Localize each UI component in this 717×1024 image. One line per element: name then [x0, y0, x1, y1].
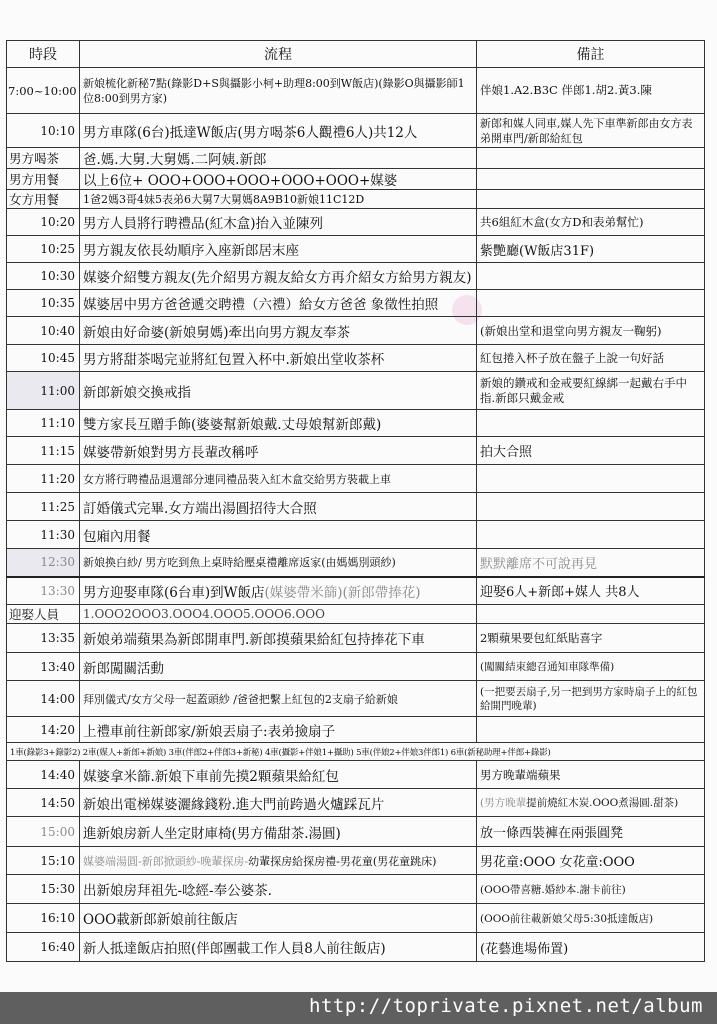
row-note: [477, 290, 705, 317]
row-note: 紫艷廳(W飯店31F): [477, 236, 705, 263]
row-flow: [80, 847, 477, 875]
row-time: 10:10: [7, 114, 80, 148]
row-time: 10:35: [7, 290, 80, 317]
row-note: 男花童:OOO 女花童:OOO: [477, 847, 705, 875]
row-note: (一把要丟扇子,另一把到男方家時扇子上的紅包給開門晚輩): [477, 681, 705, 717]
row-flow: 拜別儀式/女方父母一起蓋頭紗 /爸爸把繫上紅包的2支扇子給新娘: [80, 681, 477, 717]
table-row: [7, 169, 705, 190]
row-flow: 新人抵達飯店拍照(伴郎團載工作人員8人前往飯店): [80, 933, 477, 962]
row-note: (新娘出堂和退堂向男方親友一鞠躬): [477, 317, 705, 345]
row-time: 16:40: [7, 933, 80, 962]
table-row: [7, 410, 705, 437]
row-flow: 包廂內用餐: [80, 521, 477, 549]
row-flow: 男方親友依長幼順序入座新郎居末座: [80, 236, 477, 263]
row-note: [477, 465, 705, 493]
row-note: [477, 148, 705, 169]
row-note: [477, 605, 705, 624]
row-flow: 上禮車前往新郎家/新娘丟扇子:表弟撿扇子: [80, 717, 477, 743]
row-flow: 媒婆介紹雙方親友(先介紹男方親友給女方再介紹女方給男方親友): [80, 263, 477, 290]
row-time: 13:40: [7, 653, 80, 681]
row-flow: 爸.媽.大舅.大舅媽.二阿姨.新郎: [80, 148, 477, 169]
table-row: [7, 933, 705, 962]
row-flow: 媒婆帶新娘對男方長輩改稱呼: [80, 437, 477, 465]
row-time: 13:30: [7, 577, 80, 605]
row-note: 迎娶6人+新郎+媒人 共8人: [477, 577, 705, 605]
wedding-schedule-table: [6, 40, 705, 962]
row-flow-main: 幼輩探房給探房禮-男花童(男花童跳床): [248, 854, 437, 868]
row-flow: OOO載新郎新娘前往飯店: [80, 904, 477, 933]
row-flow: 媒婆拿米篩.新娘下車前先摸2顆蘋果給紅包: [80, 761, 477, 789]
watermark-bar: [0, 992, 717, 1024]
row-note: 拍大合照: [477, 437, 705, 465]
album-url[interactable]: http://toprivate.pixnet.net/album: [309, 995, 703, 1017]
table-row: [7, 317, 705, 345]
row-flow: 男方車隊(6台)抵達W飯店(男方喝茶6人觀禮6人)共12人: [80, 114, 477, 148]
table-row: [7, 263, 705, 290]
row-note: [477, 410, 705, 437]
row-time: 12:30: [7, 549, 80, 577]
row-note: (OOO前往載新娘父母5:30抵達飯店): [477, 904, 705, 933]
row-flow-faded: 媒婆端湯圓-新郎掀頭紗-晚輩探房-: [83, 854, 249, 868]
row-time: 14:40: [7, 761, 80, 789]
row-time: 15:00: [7, 817, 80, 847]
row-flow: 新郎新娘交換戒指: [80, 372, 477, 410]
row-time: 男方喝茶: [7, 148, 80, 169]
row-time: 11:20: [7, 465, 80, 493]
table-row: [7, 624, 705, 653]
row-note: [477, 493, 705, 521]
row-note: (花藝進場佈置): [477, 933, 705, 962]
row-time: 10:30: [7, 263, 80, 290]
row-flow: 新娘換白紗/ 男方吃到魚上桌時給壓桌禮離席返家(由媽媽別頭紗): [80, 549, 477, 577]
row-flow: 新郎闖關活動: [80, 653, 477, 681]
row-note: 2顆蘋果要包紅紙貼喜字: [477, 624, 705, 653]
table-row: [7, 817, 705, 847]
row-flow-faded: (媒婆帶米篩)(新郎帶捧花): [264, 584, 421, 601]
table-row: [7, 717, 705, 743]
row-note: [477, 717, 705, 743]
row-flow: 以上6位+ OOO+OOO+OOO+OOO+OOO+媒婆: [80, 169, 477, 190]
row-note: [477, 190, 705, 209]
row-note: 男方晚輩端蘋果: [477, 761, 705, 789]
row-time: 16:10: [7, 904, 80, 933]
table-row: [7, 290, 705, 317]
row-flow: 1爸2媽3哥4妹5表弟6大舅7大舅媽8A9B10新娘11C12D: [80, 190, 477, 209]
car-assignment-row: 1車(錄影3+錄影2) 2車(媒人+新郎+新娘) 3車(伴郎2+伴郎3+新秘) 4車(攝影+伴娘1+攝助) 5車(伴娘2+伴娘3伴郎1) 6車(新秘助理+伴郎+錄影): [7, 743, 705, 761]
header-time: 時段: [7, 41, 80, 68]
row-note-faded: (男方晚輩: [480, 797, 527, 809]
row-time: 11:25: [7, 493, 80, 521]
row-time: 11:15: [7, 437, 80, 465]
row-flow: 雙方家長互贈手飾(婆婆幫新娘戴.丈母娘幫新郎戴): [80, 410, 477, 437]
row-flow: 新娘由好命婆(新娘舅媽)牽出向男方親友奉茶: [80, 317, 477, 345]
table-row: [7, 372, 705, 410]
row-note: 放一條西裝褲在兩張圓凳: [477, 817, 705, 847]
row-flow: 新娘梳化新秘7點(錄影D+S與攝影小柯+助理8:00到W飯店)(錄影O與攝影師1位8:00到男方家): [80, 68, 477, 114]
table-row: [7, 236, 705, 263]
row-flow: 男方將甜茶喝完並將紅包置入杯中.新娘出堂收茶杯: [80, 345, 477, 372]
row-note: 新郎和媒人同車,媒人先下車準新郎由女方表弟開車門/新郎給紅包: [477, 114, 705, 148]
table-row: [7, 605, 705, 624]
row-time: 14:00: [7, 681, 80, 717]
row-time: 11:00: [7, 372, 80, 410]
table-row: [7, 743, 705, 761]
row-note: 紅包捲入杯子放在盤子上說一句好話: [477, 345, 705, 372]
row-flow: 出新娘房拜祖先-唸經-奉公婆茶.: [80, 875, 477, 904]
table-row: [7, 761, 705, 789]
table-row: [7, 190, 705, 209]
table-row: [7, 68, 705, 114]
row-flow: [80, 577, 477, 605]
table-row: [7, 493, 705, 521]
table-row: [7, 114, 705, 148]
row-time: 男方用餐: [7, 169, 80, 190]
header-note: 備註: [477, 41, 705, 68]
table-row: [7, 437, 705, 465]
table-row: [7, 577, 705, 605]
table-row: [7, 148, 705, 169]
table-row: [7, 847, 705, 875]
row-flow-main: 男方迎娶車隊(6台車)到W飯店: [83, 584, 265, 601]
row-time: 15:30: [7, 875, 80, 904]
row-flow: 男方人員將行聘禮品(紅木盒)抬入並陳列: [80, 209, 477, 236]
table-row: [7, 904, 705, 933]
row-time: 13:35: [7, 624, 80, 653]
row-flow: 女方將行聘禮品退還部分連同禮品裝入紅木盒交給男方裝載上車: [80, 465, 477, 493]
header-flow: 流程: [80, 41, 477, 68]
row-note: (闖關結束總召通知車隊準備): [477, 653, 705, 681]
row-note: [477, 169, 705, 190]
row-note: [477, 521, 705, 549]
row-time: 10:20: [7, 209, 80, 236]
row-time: 10:40: [7, 317, 80, 345]
row-note: (OOO帶喜糖.婚紗本.謝卡前往): [477, 875, 705, 904]
table-row: [7, 681, 705, 717]
table-row: [7, 789, 705, 817]
row-flow: 進新娘房新人坐定財庫椅(男方備甜茶.湯圓): [80, 817, 477, 847]
row-time: 7:00~10:00: [7, 68, 80, 114]
row-time: 女方用餐: [7, 190, 80, 209]
row-time: 11:30: [7, 521, 80, 549]
table-row: [7, 345, 705, 372]
row-time: 11:10: [7, 410, 80, 437]
row-time: 迎娶人員: [7, 605, 80, 624]
row-flow: 媒婆居中男方爸爸遞交聘禮（六禮）給女方爸爸 象徵性拍照: [80, 290, 477, 317]
row-time: 15:10: [7, 847, 80, 875]
table-row: [7, 875, 705, 904]
table-row: [7, 209, 705, 236]
row-flow: 新娘出電梯媒婆灑緣錢粉.進大門前跨過火爐踩瓦片: [80, 789, 477, 817]
row-time: 10:45: [7, 345, 80, 372]
table-row: [7, 465, 705, 493]
table-header-row: [7, 41, 705, 68]
row-note: [477, 263, 705, 290]
row-time: 14:50: [7, 789, 80, 817]
row-flow: 1.OOO2OOO3.OOO4.OOO5.OOO6.OOO: [80, 605, 477, 624]
row-note: 共6組紅木盒(女方D和表弟幫忙): [477, 209, 705, 236]
row-time: 14:20: [7, 717, 80, 743]
row-flow: 訂婚儀式完畢.女方端出湯圓招待大合照: [80, 493, 477, 521]
row-note: [477, 789, 705, 817]
table-row: [7, 521, 705, 549]
table-row: [7, 653, 705, 681]
row-time: 10:25: [7, 236, 80, 263]
row-note-main: 提前燒紅木炭.OOO煮湯圓.甜茶): [526, 797, 679, 809]
row-note: 伴娘1.A2.B3C 伴郎1.胡2.黃3.陳: [477, 68, 705, 114]
row-flow: 新娘弟端蘋果為新郎開車門.新郎摸蘋果給紅包持捧花下車: [80, 624, 477, 653]
row-note: 新娘的鑽戒和金戒要紅線綁一起戴右手中指.新郎只戴金戒: [477, 372, 705, 410]
row-note: 默默離席不可說再見: [477, 549, 705, 577]
table-row: [7, 549, 705, 577]
